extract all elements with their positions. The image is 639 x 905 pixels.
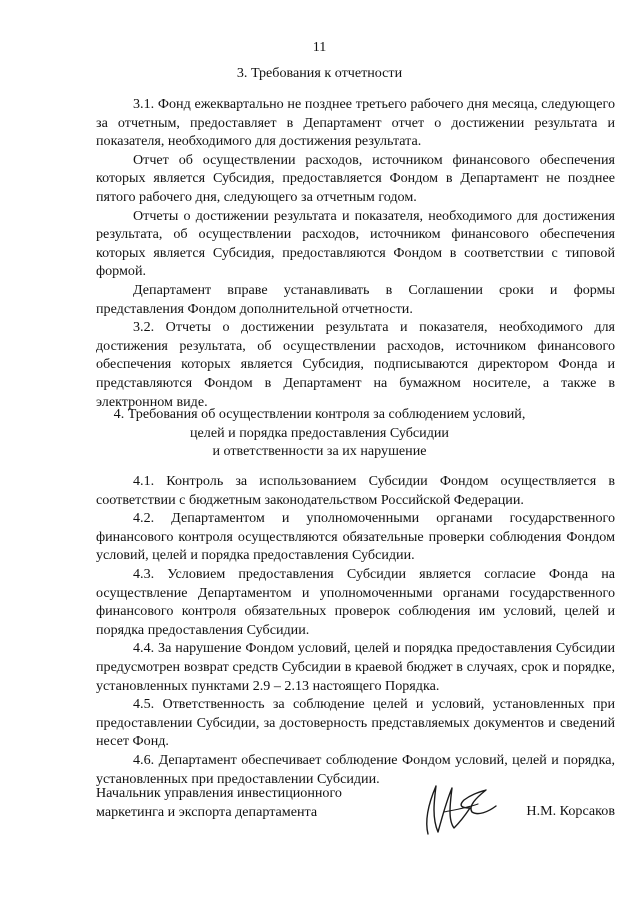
section-3-body [96,95,615,411]
signature-block [96,784,615,844]
paragraph-4-2: 4.2. Департаментом и уполномоченными органами государственного финансового контроля осуществляются обязательные проверки соблюдения Фондом условий, целей и порядка предоставления Субсидии. [96,510,615,564]
paragraph-4-6: 4.6. Департамент обеспечивает соблюдение Фондом условий, целей и порядка, установленных при предоставлении Субсидии. [96,751,615,787]
handwritten-signature [414,778,504,840]
page-number: 11 [312,39,327,55]
signatory-title-line: Начальник управления инвестиционного [96,785,342,801]
paragraph-3-2: 3.2. Отчеты о достижении результата и показателя, необходимого для достижения результата, об осуществлении расходов, источником финансового обеспечения которых является Субсидия, подписываются директором Фонда и представляются Фондом в Департамент на бумажном носителе, а также в электронном виде. [96,319,615,410]
paragraph-4-3: 4.3. Условием предоставления Субсидии является согласие Фонда на осуществление Департаментом и уполномоченными органами государственного финансового контроля обязательных проверок соблюдения им условий, целей и порядка предоставления Субсидии. [96,565,615,638]
section-4-body [96,472,615,788]
section-4-heading-line: целей и порядка предоставления Субсидии [190,424,449,441]
signatory-name: Н.М. Корсаков [526,803,615,819]
signatory-title [96,784,396,821]
paragraph-4-1: 4.1. Контроль за использованием Субсидии Фондом осуществляется в соответствии с бюджетным законодательством Российской Федерации. [96,473,615,508]
paragraph-3-1: 3.1. Фонд ежеквартально не позднее третьего рабочего дня месяца, следующего за отчетным, предоставляет в Департамент отчет о достижении результата и показателя, необходимого для достижения результата. [96,96,615,150]
paragraph-3-1-additional: Департамент вправе устанавливать в Соглашении сроки и формы представления Фондом дополнительной отчетности. [96,281,615,317]
section-4-heading [0,405,639,461]
section-4-heading-line: 4. Требования об осуществлении контроля за соблюдением условий, [113,406,526,422]
section-4-heading-line: и ответственности за их нарушение [212,443,427,460]
signatory-title-line: маркетинга и экспорта департамента [96,803,318,820]
paragraph-3-1-form: Отчеты о достижении результата и показателя, необходимого для достижения результата, об осуществлении расходов, источником финансового обеспечения которых является Субсидия, предоставляются Фондом в соответствии с типовой формой. [96,207,615,280]
section-3-heading: 3. Требования к отчетности [236,65,403,81]
paragraph-3-1-expenses: Отчет об осуществлении расходов, источником финансового обеспечения которых является Субсидия, предоставляется Фондом в Департамент не позднее пятого рабочего дня, следующего за отчетным годом. [96,151,615,205]
paragraph-4-5: 4.5. Ответственность за соблюдение целей и условий, установленных при предоставлении Субсидии, за достоверность представляемых документов и сведений несет Фонд. [96,696,615,750]
paragraph-4-4: 4.4. За нарушение Фондом условий, целей и порядка предоставления Субсидии предусмотрен возврат средств Субсидии в краевой бюджет в случаях, срок и порядке, установленных пунктами 2.9 – 2.13 настоящего Порядка. [96,640,615,694]
